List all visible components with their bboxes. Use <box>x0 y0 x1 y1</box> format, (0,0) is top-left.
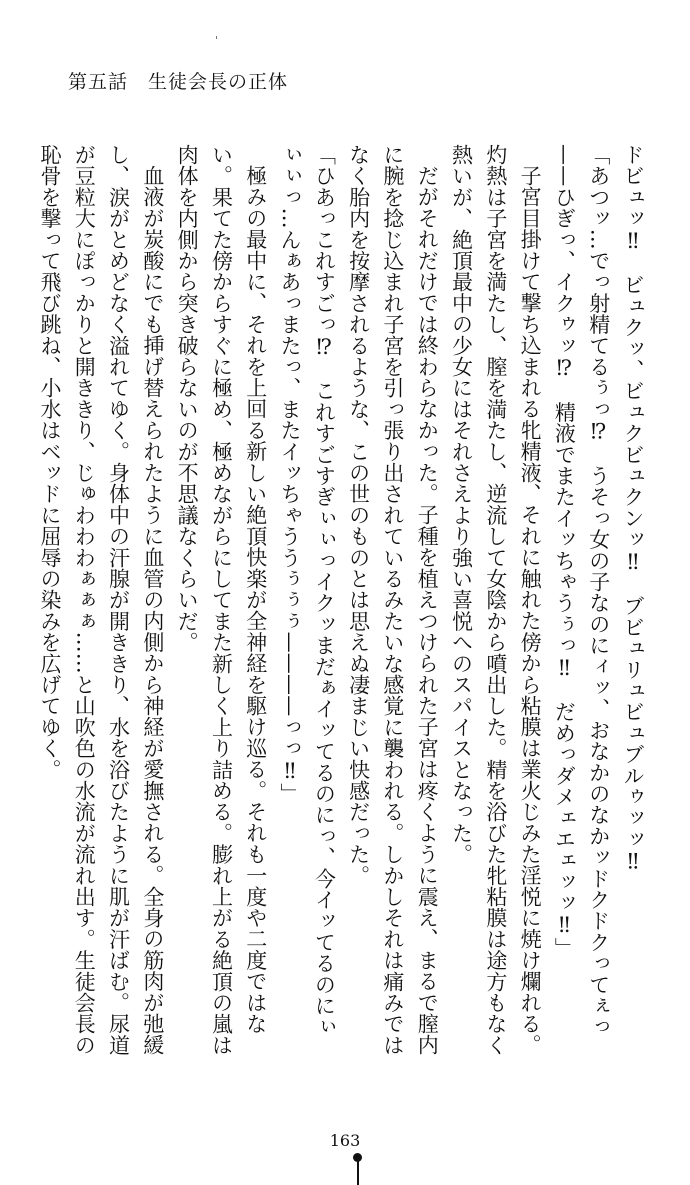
paragraph-1: ドビュッ‼ ビュクッ、ビュクビュクンッ‼ ブビュリュビュブルゥッッ‼ <box>621 144 645 874</box>
paragraph-4: だがそれだけでは終わらなかった。子種を植えつけられた子宮は疼くように震え、まるで膣内に腕を捻じ込まれ子宮を引っ張り出されているみたいな感覚に襲われる。しかしそれは痛みではなく胎内を按摩されるような、この世のものとは思えぬ凄まじい快感だった。 <box>346 144 440 1056</box>
paragraph-6: 極みの最中に、それを上回る新しい絶頂快楽が全神経を駆け巡る。それも一度や二度ではない。果てた傍からすぐに極め、極めながらにしてまた新しく上り詰める。膨れ上がる絶頂の嵐は肉体を内側から突き破らないのが不思議なくらいだ。 <box>175 144 268 1056</box>
print-mark <box>216 36 217 39</box>
page-marker-line <box>357 1160 359 1185</box>
page-number: 163 <box>329 1131 361 1150</box>
chapter-title: 生徒会長の正体 <box>148 71 289 93</box>
chapter-number: 第五話 <box>68 71 129 93</box>
paragraph-7: 血液が炭酸にでも挿げ替えられたように血管の内側から神経が愛撫される。全身の筋肉が弛緩し、涙がとめどなく溢れてゆく。身体中の汗腺が開ききり、水を浴びたように肌が汗ばむ。尿道が豆粒大にぽっかりと開ききり、じゅわわわぁぁぁ……と山吹色の水流が流れ出す。生徒会長の恥骨を撃って飛び跳ね、小水はベッドに屈辱の染みを広げてゆく。 <box>37 144 165 1056</box>
chapter-header <box>68 70 288 94</box>
paragraph-5: 「ひあっこれすごっ⁉ これすごすぎぃぃっイクッまだぁイッてるのにっ、今イッてるのにぃぃぃっ…んぁあっまたっ、またイッちゃううぅぅぅ————っっ‼」 <box>278 144 337 1038</box>
vertical-body-text <box>30 144 650 1056</box>
paragraph-2: 「あつッ…でっ射精てるぅっ⁉ うそっ女の子なのにィッ、おなかのなかッドクドクってぇっ——ひぎっ、イクゥッ⁉ 精液でまたイッちゃうぅっ‼ だめっダメェエェッッ‼」 <box>552 144 611 1038</box>
paragraph-3: 子宮目掛けて撃ち込まれる牝精液、それに触れた傍から粘膜は業火じみた淫悦に焼け爛れる。灼熱は子宮を満たし、膣を満たし、逆流して女陰から噴出した。精を浴びた牝粘膜は途方もなく熱いが、絶頂最中の少女にはそれさえより強い喜悦へのスパイスとなった。 <box>449 144 543 1056</box>
